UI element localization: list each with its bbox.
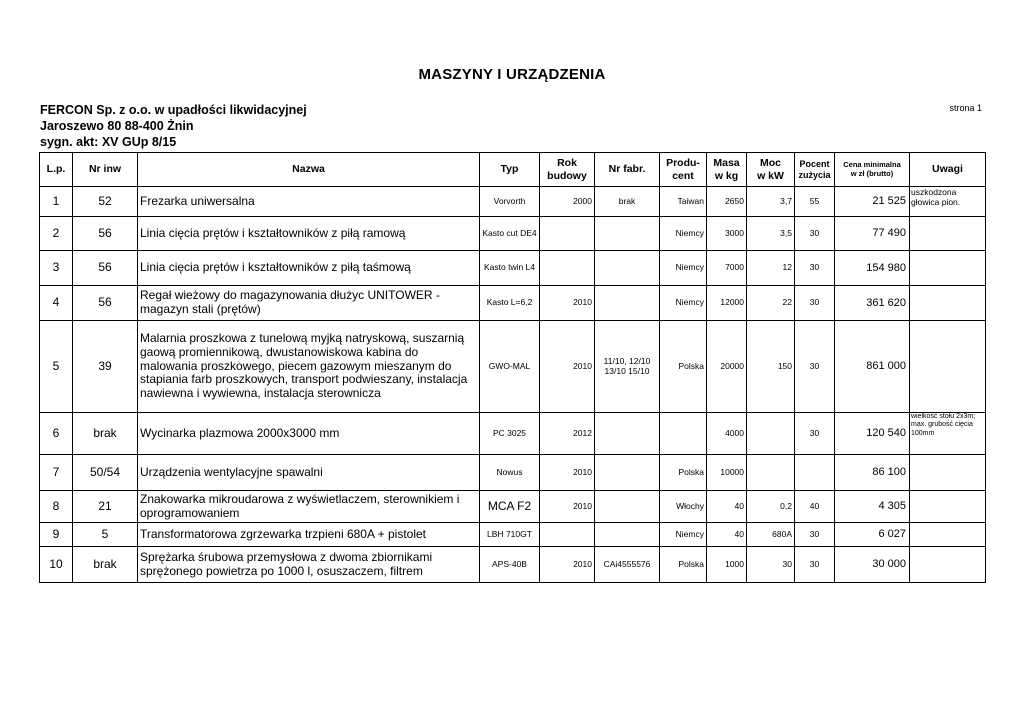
cell-nazwa: Regał wieżowy do magazynowania dłużyc UNITOWER - magazyn stali (prętów) <box>138 286 480 321</box>
cell-uwagi <box>910 286 986 321</box>
cell-nazwa: Linia cięcia prętów i kształtowników z piłą ramową <box>138 217 480 251</box>
cell-zuzycie <box>795 455 835 491</box>
cell-nr-inw: 56 <box>73 286 138 321</box>
cell-nazwa: Sprężarka śrubowa przemysłowa z dwoma zbiornikami sprężonego powietrza po 1000 l, osuszaczem, filtrem <box>138 547 480 583</box>
cell-nazwa: Transformatorowa zgrzewarka trzpieni 680A + pistolet <box>138 523 480 547</box>
table-row <box>40 455 986 491</box>
cell-cena: 120 540 <box>835 413 910 455</box>
cell-nazwa: Frezarka uniwersalna <box>138 187 480 217</box>
cell-moc: 3,7 <box>747 187 795 217</box>
cell-moc: 30 <box>747 547 795 583</box>
cell-nr-fabr: brak <box>595 187 660 217</box>
cell-nr-fabr <box>595 251 660 286</box>
cell-nr-inw: 52 <box>73 187 138 217</box>
cell-producent: Polska <box>660 455 707 491</box>
cell-uwagi: wielkość stołu 2x3m; max. grubość cięcia 100mm <box>910 413 986 455</box>
page-number: strona 1 <box>949 103 982 113</box>
cell-nr-fabr <box>595 523 660 547</box>
cell-zuzycie: 30 <box>795 217 835 251</box>
cell-rok: 2010 <box>540 491 595 523</box>
header-lp: L.p. <box>40 153 73 187</box>
header-pobor <box>795 153 835 187</box>
cell-moc: 680A <box>747 523 795 547</box>
document-title: MASZYNY I URZĄDZENIA <box>418 66 606 83</box>
cell-lp: 3 <box>40 251 73 286</box>
header-rok-line2: budowy <box>547 169 587 182</box>
cell-moc: 0,2 <box>747 491 795 523</box>
cell-rok: 2010 <box>540 321 595 413</box>
cell-rok: 2010 <box>540 455 595 491</box>
cell-cena: 361 620 <box>835 286 910 321</box>
cell-nr-fabr <box>595 413 660 455</box>
cell-nazwa: Znakowarka mikroudarowa z wyświetlaczem, sterownikiem i oprogramowaniem <box>138 491 480 523</box>
cell-masa: 4000 <box>707 413 747 455</box>
cell-masa: 3000 <box>707 217 747 251</box>
cell-nr-inw: 39 <box>73 321 138 413</box>
header-uwagi: Uwagi <box>910 153 986 187</box>
cell-cena: 30 000 <box>835 547 910 583</box>
cell-cena: 21 525 <box>835 187 910 217</box>
cell-nr-fabr <box>595 217 660 251</box>
cell-producent: Niemcy <box>660 251 707 286</box>
cell-typ: Nowus <box>480 455 540 491</box>
cell-moc: 150 <box>747 321 795 413</box>
cell-masa: 1000 <box>707 547 747 583</box>
cell-nr-fabr: 11/10, 12/10 13/10 15/10 <box>595 321 660 413</box>
cell-nr-fabr <box>595 491 660 523</box>
header-producent <box>660 153 707 187</box>
cell-lp: 1 <box>40 187 73 217</box>
cell-moc <box>747 413 795 455</box>
cell-cena: 154 980 <box>835 251 910 286</box>
cell-nr-fabr <box>595 286 660 321</box>
cell-zuzycie: 55 <box>795 187 835 217</box>
cell-lp: 4 <box>40 286 73 321</box>
cell-nr-fabr <box>595 455 660 491</box>
cell-zuzycie: 30 <box>795 321 835 413</box>
header-typ: Typ <box>480 153 540 187</box>
cell-moc <box>747 455 795 491</box>
cell-typ: Vorvorth <box>480 187 540 217</box>
table-row <box>40 523 986 547</box>
cell-rok: 2010 <box>540 547 595 583</box>
inventory-table <box>39 152 986 583</box>
cell-uwagi <box>910 251 986 286</box>
cell-masa: 10000 <box>707 455 747 491</box>
cell-typ: Kasto cut DE4 <box>480 217 540 251</box>
header-cena-line1: Cena minimalna <box>843 159 901 169</box>
header-producent-line2: cent <box>672 169 694 182</box>
cell-nazwa: Wycinarka plazmowa 2000x3000 mm <box>138 413 480 455</box>
table-row <box>40 321 986 413</box>
table-row <box>40 547 986 583</box>
cell-producent: Taiwan <box>660 187 707 217</box>
header-cena-line2: w zł (brutto) <box>850 168 894 178</box>
cell-moc: 3,5 <box>747 217 795 251</box>
cell-cena: 77 490 <box>835 217 910 251</box>
cell-typ: PC 3025 <box>480 413 540 455</box>
cell-masa: 7000 <box>707 251 747 286</box>
cell-producent: Niemcy <box>660 286 707 321</box>
header-rok <box>540 153 595 187</box>
cell-rok <box>540 251 595 286</box>
cell-masa: 40 <box>707 491 747 523</box>
company-name: FERCON Sp. z o.o. w upadłości likwidacyjnej <box>40 103 307 117</box>
cell-typ: LBH 710GT <box>480 523 540 547</box>
cell-producent: Polska <box>660 547 707 583</box>
table-row <box>40 251 986 286</box>
cell-producent: Polska <box>660 321 707 413</box>
header-pobor-line2: zużycia <box>798 169 831 180</box>
cell-lp: 6 <box>40 413 73 455</box>
cell-nr-inw: brak <box>73 547 138 583</box>
header-nr-inw: Nr inw <box>73 153 138 187</box>
cell-masa: 2650 <box>707 187 747 217</box>
cell-nr-inw: 5 <box>73 523 138 547</box>
cell-typ: GWO-MAL <box>480 321 540 413</box>
cell-typ: MCA F2 <box>480 491 540 523</box>
cell-producent: Niemcy <box>660 217 707 251</box>
cell-cena: 86 100 <box>835 455 910 491</box>
company-address: Jaroszewo 80 88-400 Żnin <box>40 119 194 133</box>
header-moc-line2: w kW <box>757 169 784 182</box>
cell-rok <box>540 523 595 547</box>
cell-rok: 2010 <box>540 286 595 321</box>
cell-cena: 4 305 <box>835 491 910 523</box>
table-row <box>40 217 986 251</box>
cell-cena: 6 027 <box>835 523 910 547</box>
cell-nazwa: Urządzenia wentylacyjne spawalni <box>138 455 480 491</box>
cell-producent: Niemcy <box>660 523 707 547</box>
table-header-row <box>40 153 986 187</box>
table-row <box>40 413 986 455</box>
cell-nr-fabr: CAi4555576 <box>595 547 660 583</box>
cell-zuzycie: 30 <box>795 286 835 321</box>
header-nazwa: Nazwa <box>138 153 480 187</box>
header-cena <box>835 153 910 187</box>
cell-lp: 9 <box>40 523 73 547</box>
case-signature: sygn. akt: XV GUp 8/15 <box>40 135 177 149</box>
header-pobor-line1: Pocent <box>799 159 830 170</box>
cell-zuzycie: 30 <box>795 547 835 583</box>
cell-typ: Kasto L=6,2 <box>480 286 540 321</box>
cell-rok: 2012 <box>540 413 595 455</box>
cell-masa: 12000 <box>707 286 747 321</box>
cell-zuzycie: 30 <box>795 251 835 286</box>
cell-nr-inw: 21 <box>73 491 138 523</box>
cell-nazwa: Linia cięcia prętów i kształtowników z piłą taśmową <box>138 251 480 286</box>
header-moc <box>747 153 795 187</box>
cell-zuzycie: 30 <box>795 413 835 455</box>
cell-uwagi <box>910 217 986 251</box>
cell-masa: 40 <box>707 523 747 547</box>
header-masa-line2: w kg <box>714 169 739 182</box>
cell-lp: 7 <box>40 455 73 491</box>
cell-typ: APS-40B <box>480 547 540 583</box>
cell-producent <box>660 413 707 455</box>
cell-uwagi <box>910 455 986 491</box>
header-nr-fabr: Nr fabr. <box>595 153 660 187</box>
cell-typ: Kasto twin L4 <box>480 251 540 286</box>
cell-uwagi <box>910 491 986 523</box>
cell-rok <box>540 217 595 251</box>
cell-masa: 20000 <box>707 321 747 413</box>
cell-lp: 8 <box>40 491 73 523</box>
cell-nr-inw: 56 <box>73 251 138 286</box>
cell-uwagi <box>910 321 986 413</box>
header-moc-line1: Moc <box>760 157 781 170</box>
cell-producent: Włochy <box>660 491 707 523</box>
company-info <box>40 102 307 150</box>
table-row <box>40 286 986 321</box>
cell-zuzycie: 30 <box>795 523 835 547</box>
cell-uwagi: uszkodzona głowica pion. <box>910 187 986 217</box>
header-masa <box>707 153 747 187</box>
header-producent-line1: Produ- <box>666 157 700 170</box>
cell-uwagi <box>910 523 986 547</box>
cell-uwagi <box>910 547 986 583</box>
cell-nr-inw: 56 <box>73 217 138 251</box>
cell-zuzycie: 40 <box>795 491 835 523</box>
cell-nr-inw: brak <box>73 413 138 455</box>
table-row <box>40 491 986 523</box>
cell-lp: 2 <box>40 217 73 251</box>
cell-moc: 22 <box>747 286 795 321</box>
cell-cena: 861 000 <box>835 321 910 413</box>
cell-nazwa: Malarnia proszkowa z tunelową myjką natryskową, suszarnią gaową promiennikową, dwustanowiskowa kabina do malowania proszkowego, piecem gazowym mieszanym do stapiania farb proszkowych, transport podwieszany, instalacja nawiewna i wywiewna, instalacja sterownicza <box>138 321 480 413</box>
cell-rok: 2000 <box>540 187 595 217</box>
header-masa-line1: Masa <box>713 157 740 170</box>
cell-lp: 5 <box>40 321 73 413</box>
header-rok-line1: Rok <box>557 157 577 170</box>
cell-lp: 10 <box>40 547 73 583</box>
table-row <box>40 187 986 217</box>
cell-nr-inw: 50/54 <box>73 455 138 491</box>
cell-moc: 12 <box>747 251 795 286</box>
